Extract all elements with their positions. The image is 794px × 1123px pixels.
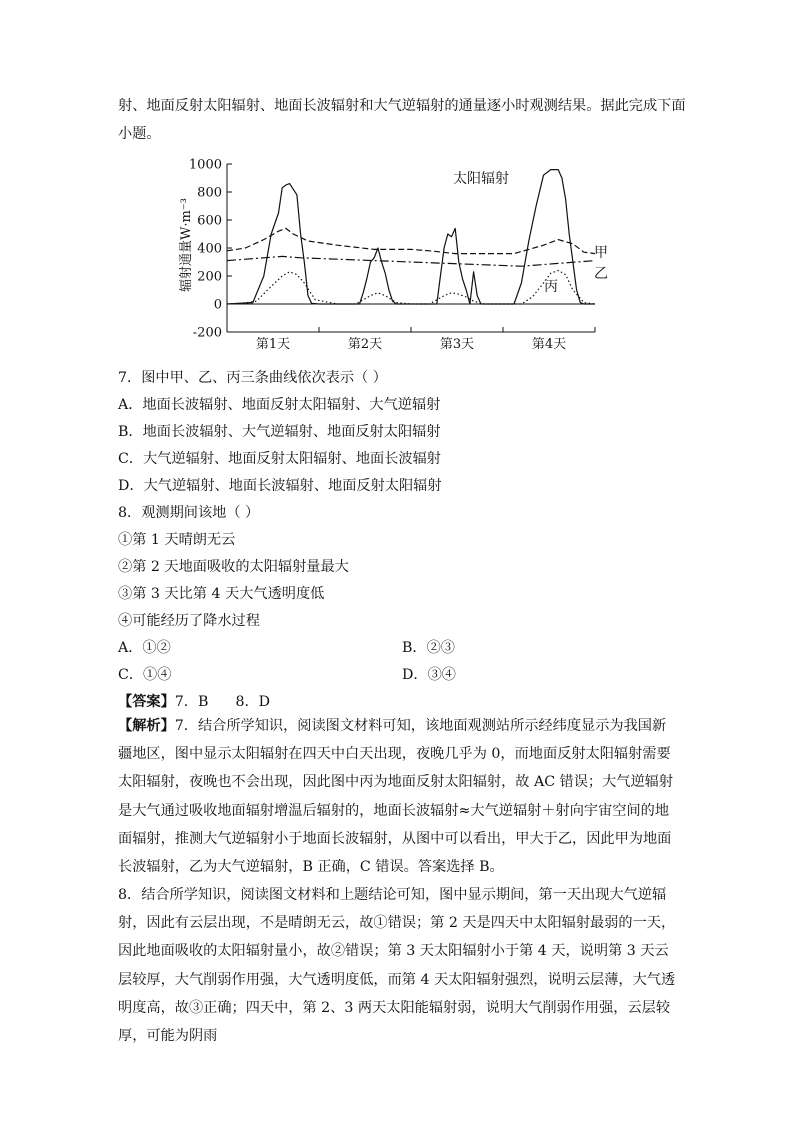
series-line bbox=[227, 228, 595, 253]
y-tick-label: 400 bbox=[197, 241, 222, 257]
series-line bbox=[227, 256, 595, 266]
q8-option-d: D．③④ bbox=[402, 667, 456, 683]
annotation-bing: 丙 bbox=[544, 279, 558, 295]
x-tick-label: 第3天 bbox=[439, 337, 475, 352]
q8-option-a: A．①② bbox=[118, 640, 171, 656]
answer-line bbox=[118, 692, 270, 712]
x-tick-label: 第2天 bbox=[347, 337, 383, 352]
annotation-jia: 甲 bbox=[594, 245, 608, 261]
answer-text: 7．B 8．D bbox=[174, 694, 271, 710]
q8-option-c: C．①④ bbox=[118, 667, 172, 683]
answer-label: 【答案】 bbox=[118, 694, 175, 710]
analysis-label: 【解析】 bbox=[118, 718, 175, 734]
x-tick-label: 第4天 bbox=[531, 337, 567, 352]
q8-statement-2: ②第 2 天地面吸收的太阳辐射量最大 bbox=[118, 559, 349, 575]
q8-option-b: B．②③ bbox=[402, 640, 455, 656]
q7-option-d: D．大气逆辐射、地面长波辐射、地面反射太阳辐射 bbox=[118, 478, 442, 494]
q8-statement-3: ③第 3 天比第 4 天大气透明度低 bbox=[118, 586, 325, 602]
y-axis-label: 辐射通量W·m⁻³ bbox=[179, 198, 194, 292]
chart-series bbox=[227, 170, 595, 304]
series-line bbox=[227, 270, 595, 304]
y-tick-label: 200 bbox=[197, 269, 222, 285]
q8-statement-4: ④可能经历了降水过程 bbox=[118, 613, 260, 629]
intro-line-2: 小题。 bbox=[118, 126, 161, 142]
series-line bbox=[227, 170, 595, 304]
annotation-yi: 乙 bbox=[594, 266, 608, 282]
y-tick-label: 600 bbox=[197, 213, 222, 229]
analysis-q7-text: 7．结合所学知识，阅读图文材料可知，该地面观测站所示经纬度显示为我国新疆地区，图中显示太阳辐射在四天中白天出现，夜晚几乎为 0，而地面反射太阳辐射需要太阳辐射，夜晚也不会出现，因此图中丙为地面反射太阳辐射，故 AC 错误；大气逆辐射是大气通过吸收地面辐射增温后辐射的，地面长波辐射≈大气逆辐射＋射向宇宙空间的地面辐射，推测大气逆辐射小于地面长波辐射，从图中可以看出，甲大于乙，因此甲为地面长波辐射，乙为大气逆辐射，B 正确，C 错误。答案选择 B。 bbox=[118, 718, 674, 876]
y-tick-label: 800 bbox=[197, 185, 222, 201]
q7-option-a: A．地面长波辐射、地面反射太阳辐射、大气逆辐射 bbox=[118, 397, 441, 413]
analysis-q8-text: 8．结合所学知识，阅读图文材料和上题结论可知，图中显示期间，第一天出现大气逆辐射，因此有云层出现，不是晴朗无云，故①错误；第 2 天是四天中太阳辐射最弱的一天，因此地面吸收的太阳辐射量小，故②错误；第 3 天太阳辐射小于第 4 天，说明第 3 天云层较厚，大气削弱作用强，大气透明度低，而第 4 天太阳辐射强烈，说明云层薄，大气透明度高，故③正确；四天中，第 2、3 两天太阳能辐射弱，说明大气削弱作用强，云层较厚，可能为阴雨 bbox=[118, 887, 676, 1045]
intro-line-1: 射、地面反射太阳辐射、地面长波辐射和大气逆辐射的通量逐小时观测结果。据此完成下面 bbox=[118, 98, 686, 114]
q7-stem: 7．图中甲、乙、丙三条曲线依次表示（ ） bbox=[118, 370, 387, 386]
q7-option-c: C．大气逆辐射、地面反射太阳辐射、地面长波辐射 bbox=[118, 451, 441, 467]
y-axis bbox=[189, 158, 232, 341]
analysis-q8 bbox=[118, 881, 678, 1050]
y-tick-label: -200 bbox=[192, 325, 222, 341]
y-tick-label: 1000 bbox=[188, 157, 222, 173]
x-axis bbox=[227, 304, 595, 352]
q8-statement-1: ①第 1 天晴朗无云 bbox=[118, 532, 236, 548]
y-tick-label: 0 bbox=[213, 297, 222, 313]
radiation-chart bbox=[170, 150, 640, 355]
q8-stem: 8．观测期间该地（ ） bbox=[118, 505, 260, 521]
analysis-q7 bbox=[118, 712, 678, 881]
q7-option-b: B．地面长波辐射、大气逆辐射、地面反射太阳辐射 bbox=[118, 424, 441, 440]
annotation-solar: 太阳辐射 bbox=[453, 171, 509, 187]
x-tick-label: 第1天 bbox=[255, 337, 291, 352]
